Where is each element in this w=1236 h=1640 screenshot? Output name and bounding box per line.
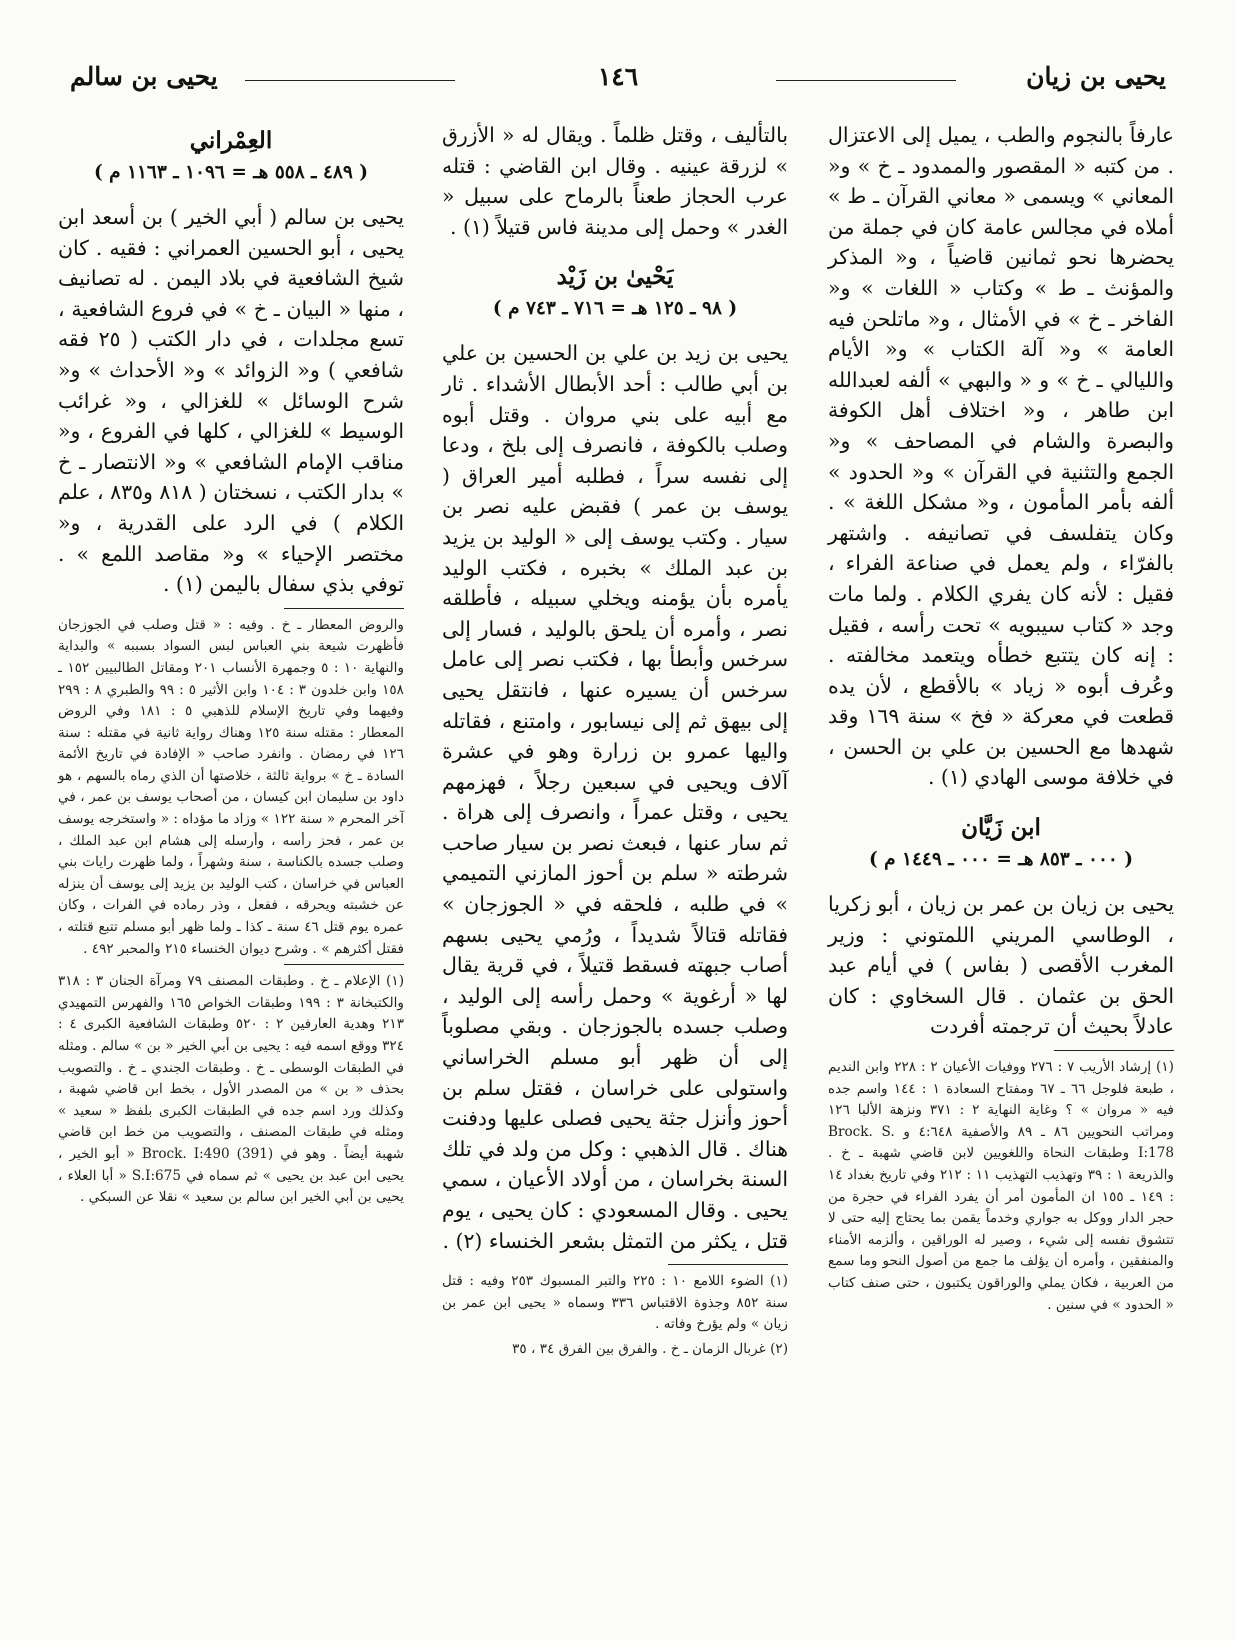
footnote: (١) الإعلام ـ خ . وطبقات المصنف ٧٩ ومرآة الجنان ٣ : ٣١٨ والكتبخانة ٣ : ١٩٩ وطبقات الخواص ١٦٥ والفهرس التمهيدي ٢١٣ وهدية العارفين ٢ : ٥٢٠ وطبقات الشافعية الكبرى ٤ : ٣٢٤ ووقع اسمه فيه : يحيى بن أبي الخير « بن » سالم . ومثله في الطبقات الوسطى ـ خ . وطبقات الجندي ـ خ . والتصويب بحذف « بن » من المصدر الأول ، بخط ابن قاضي شهبة ، وكذلك ورد اسم جده في الطبقات الكبرى بلفظ « سعيد » ومثله في طبقات المصنف ، والتصويب من خط ابن قاضي شهبة أيضاً . وهو في Brock. I:490 (391) « أبو الخير ، يحيى ابن عبد بن يحيى » ثم سماه في S.I:675 « أبا العلاء ، يحيى بن أبي الخير ابن سالم بن سعيد » نقلا عن السبكي . (58, 973, 405, 1206)
footnote-rule (284, 608, 404, 609)
running-head (70, 56, 1166, 100)
footnote-rule (284, 964, 404, 965)
footnote-rule (1054, 1050, 1174, 1051)
entry-dates: ( ٩٨ ـ ١٢٥ هـ = ٧١٦ ـ ٧٤٣ م ) (492, 298, 738, 320)
entry-heading (442, 260, 788, 324)
entry-dates: ( ٤٨٩ ـ ٥٥٨ هـ = ١٠٩٦ ـ ١١٦٣ م ) (93, 162, 369, 183)
running-head-right: يحيى بن زيان (1026, 62, 1166, 91)
entry-name: ابن زَيَّان (961, 814, 1041, 842)
footnote: (١) الضوء اللامع ١٠ : ٢٢٥ والتبر المسبوك ٢٥٣ وفيه : قتل سنة ٨٥٢ وجذوة الاقتباس ٣٣٦ وسماه « يحيى ابن عمر بن زيان » ولم يؤرخ وفاته . (442, 1273, 788, 1333)
entry-text: يحيى بن سالم ( أبي الخير ) بن أسعد ابن يحيى ، أبو الحسين العمراني : فقيه . كان شيخ الشافعية في بلاد اليمن . له تصانيف ، منها « البيان ـ خ » في فروع الشافعية ، تسع مجلدات ، في دار الكتب ( ٢٥ فقه شافعي ) و« الزوائد » و« الأحداث » و« شرح الوسائل » للغزالي ، و« غرائب الوسيط » للغزالي ، كلها في الفروع ، و« مناقب الإمام الشافعي » و« الانتصار ـ خ » بدار الكتب ، نسختان ( ٨١٨ و٨٣٥ ، علم الكلام ) في الرد على القدرية ، و« مختصر الإحياء » و« مقاصد اللمع » . توفي بذي سفال باليمن (١) . (58, 205, 404, 597)
footnote-rule (668, 1264, 788, 1265)
column-left (58, 120, 404, 1209)
header-rule-left (245, 80, 455, 81)
page-number: ١٤٦ (597, 62, 639, 91)
entry-heading (828, 811, 1174, 875)
footnote: (١) إرشاد الأريب ٧ : ٢٧٦ ووفيات الأعيان ٢ : ٢٢٨ وابن النديم ، طبعة فلوجل ٦٦ ـ ٦٧ ومفتاح السعادة ١ : ١٤٤ واسم جده فيه « مروان » ؟ وغاية النهاية ٢ : ٣٧١ ونزهة الألبا ١٢٦ ومراتب النحويين ٨٦ ـ ٨٩ والأصفية ٤:٦٤٨ و Brock. S. I:178 وطبقات النحاة واللغويين لابن قاضي شهبة ـ خ . والذريعة ١ : ٣٩ وتهذيب التهذيب ١١ : ٢١٢ وفي تاريخ بغداد ١٤ : ١٤٩ ـ ١٥٥ ان المأمون أمر أن يفرد الفراء في حجرة من حجر الدار ووكل به جواري وخدماً يقمن بما يحتاج إليه حتى لا تتشوق نفسه إلى شيء ، وصير له الوراقين ، وألزمه الأمناء والمنفقين ، وأمره أن يؤلف ما جمع من أصول النحو وما سمع من العربية ، فكان يملي والوراقون يكتبون ، حتى صنف كتاب « الحدود » في سنين . (828, 1059, 1175, 1313)
entry-name: العِمْراني (189, 127, 273, 154)
entry-dates: ( ٠٠٠ ـ ٨٥٣ هـ = ٠٠٠ ـ ١٤٤٩ م ) (868, 849, 1134, 871)
column-middle (442, 120, 788, 1361)
footnote: (٢) غربال الزمان ـ خ . والفرق بين الفرق ٣٤ ، ٣٥ (512, 1340, 788, 1357)
entry-heading (58, 124, 404, 188)
entry-text: يحيى بن زيان بن عمر بن زيان ، أبو زكريا ، الوطاسي المريني اللمتوني : وزير المغرب الأقصى ( بفاس ) في أيام عبد الحق بن عثمان . قال السخاوي : كان عادلاً بحيث أن ترجمته أفردت (828, 892, 1174, 1039)
footnote-continuation: والروض المعطار ـ خ . وفيه : « قتل وصلب في الجوزجان فأظهرت شيعة بني العباس لبس السواد بسببه » والبداية والنهاية ١٠ : ٥ وجمهرة الأنساب ٢٠١ ومقاتل الطالبيين ١٥٢ ـ ١٥٨ وابن خلدون ٣ : ١٠٤ وابن الأثير ٥ : ٩٩ والطبري ٨ : ٢٩٩ وفيهما وفي تاريخ الإسلام للذهبي ٥ : ١٨١ وفي الروض المعطار : مقتله سنة ١٢٥ وهناك رواية ثانية في مقتله : سنة ١٢٦ في رمضان . وانفرد صاحب « الإفادة في تاريخ الأئمة السادة ـ خ » برواية ثالثة ، خلاصتها أن الذي رماه بالسهم ، هو داود بن سليمان ابن كيسان ، من أصحاب يوسف بن عمر ، في آخر المحرم « سنة ١٢٢ » وزاد ما مؤداه : « واستخرجه يوسف بن عمر ، فحز رأسه ، وأرسله إلى هشام ابن عبد الملك ، وصلب جسده بالكناسة ، سنة وشهراً ، ولما ظهرت رايات بني العباس في خراسان ، كتب الوليد بن يزيد إلى يوسف أن ينزله عن خشبته ويحرقه ، ففعل ، وذر رماده في الفرات ، وكان عمره يوم قتل ٤٦ سنة ـ كذا ـ ولما ظهر أبو مسلم تتبع قتلته ، فقتل أكثرهم » . وشرح ديوان الخنساء ٢١٥ والمحبر ٤٩٢ . (58, 616, 405, 957)
entry-name: يَحْيىٰ بن زَيْد (556, 263, 674, 291)
entry-text: يحيى بن زيد بن علي بن الحسين بن علي بن أبي طالب : أحد الأبطال الأشداء . ثار مع أبيه على بني مروان . وقتل أبوه وصلب بالكوفة ، فانصرف إلى بلخ ، ودعا إلى نفسه سراً ، فطلبه أمير العراق ( يوسف بن عمر ) فقبض عليه نصر بن سيار . وكتب يوسف إلى « الوليد بن يزيد بن عبد الملك » بخبره ، فكتب الوليد يأمره بأن يؤمنه ويخلي سبيله ، فأطلقه نصر ، وأمره أن يلحق بالوليد ، فسار إلى سرخس وأبطأ بها ، فكتب نصر إلى عامل سرخس أن يسيره عنها ، فانتقل يحيى إلى بيهق ثم إلى نيسابور ، وامتنع ، فقاتله واليها عمرو بن زرارة وهو في عشرة آلاف ويحيى في سبعين رجلاً ، فهزمهم يحيى ، وقتل عمراً ، وانصرف إلى هراة . ثم سار عنها ، فبعث نصر بن سيار صاحب شرطته « سلم بن أحوز المازني التميمي » في طلبه ، فلحقه في « الجوزجان » فقاتله قتالاً شديداً ، ورُمي يحيى بسهم أصاب جبهته فسقط قتيلاً ، في قرية يقال لها « أرغوية » وحمل رأسه إلى الوليد ، وصلب جسده بالجوزجان . وبقي مصلوباً إلى أن ظهر أبو مسلم الخراساني واستولى على خراسان ، فقتل سلم بن أحوز وأنزل جثة يحيى فصلى عليها ودفنت هناك . قال الذهبي : وكل من ولد في تلك السنة بخراسان ، من أولاد الأعيان ، سمي يحيى . وقال المسعودي : كان يحيى ، يوم قتل ، يكثر من التمثل بشعر الخنساء (٢) . (442, 341, 788, 1253)
entry-continuation-text: عارفاً بالنجوم والطب ، يميل إلى الاعتزال . من كتبه « المقصور والممدود ـ خ » و« المعاني » ويسمى « معاني القرآن ـ ط » أملاه في مجالس عامة كان في جملة من يحضرها نحو ثمانين قاضياً ، و« المذكر والمؤنث ـ ط » وكتاب « اللغات » و« الفاخر ـ خ » في الأمثال ، و« ماتلحن فيه العامة » و« آلة الكتاب » و« الأيام والليالي ـ خ » و « والبهي » ألفه لعبدالله ابن طاهر ، و« اختلاف أهل الكوفة والبصرة والشام في المصاحف » و« الجمع والتثنية في القرآن » و« الحدود » ألفه بأمر المأمون ، و« مشكل اللغة » . وكان يتفلسف في تصانيفه . واشتهر بالفرّاء ، ولم يعمل في صناعة الفراء ، فقيل : لأنه كان يفري الكلام . ولما مات وجد « كتاب سيبويه » تحت رأسه ، فقيل : إنه كان يتتبع خطأه ويتعمد مخالفته . وعُرف أبوه « زياد » بالأقطع ، لأن يده قطعت في معركة « فخ » سنة ١٦٩ وقد شهدها مع الحسين بن علي بن الحسن ، في خلافة موسى الهادي (١) . (828, 123, 1174, 790)
running-head-left: يحيى بن سالم (70, 62, 218, 91)
entry-continuation-text: بالتأليف ، وقتل ظلماً . ويقال له « الأزرق » لزرقة عينيه . وقال ابن القاضي : قتله عرب الحجاز طعناً بالرماح على سبيل « الغدر » وحمل إلى مدينة فاس قتيلاً (١) . (442, 123, 788, 239)
column-right (828, 120, 1174, 1316)
